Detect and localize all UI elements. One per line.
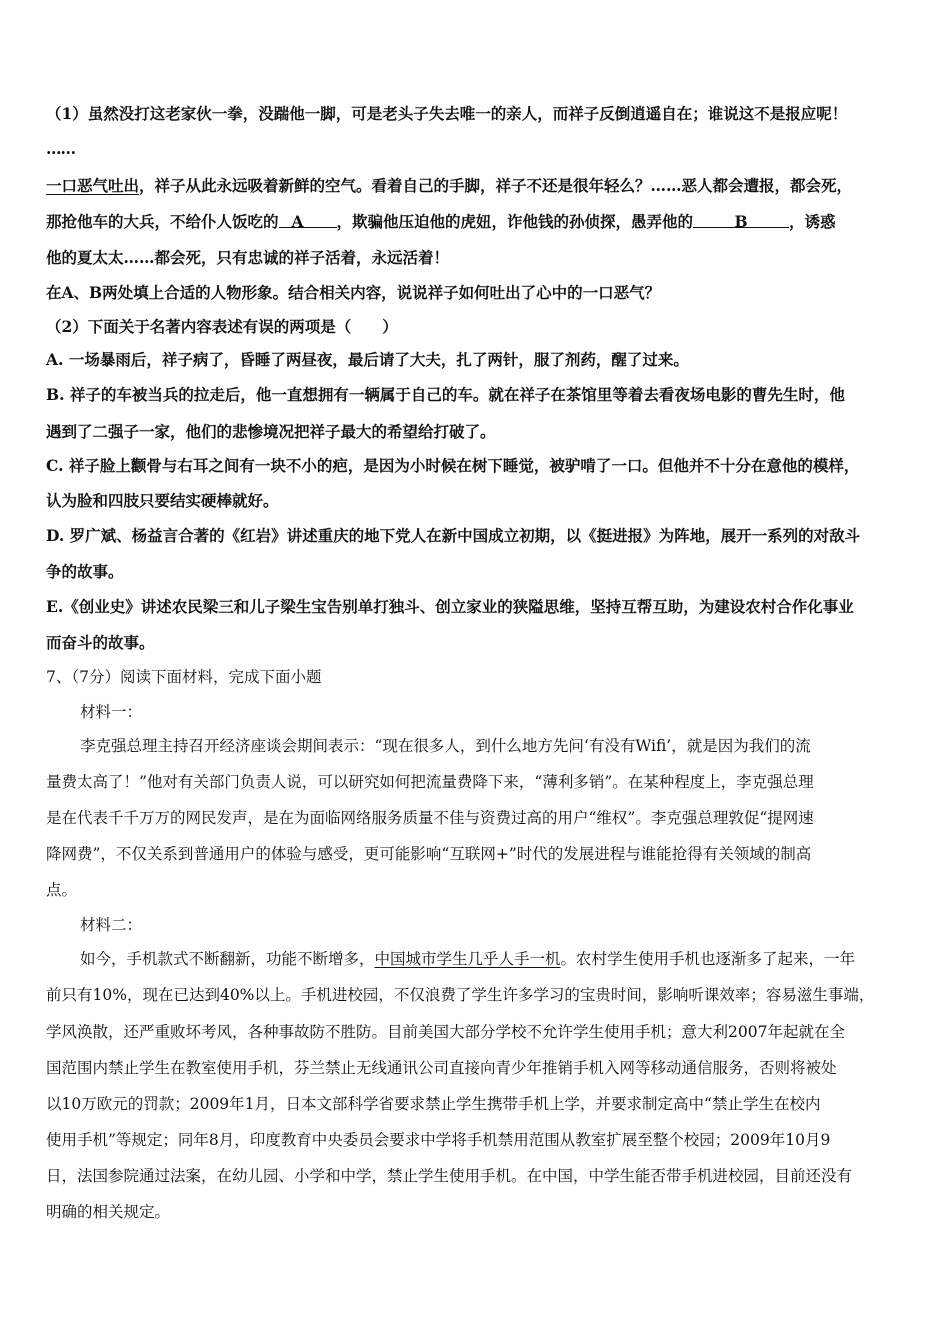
q6-part1-line1: （1）虽然没打这老家伙一拳，没踹他一脚，可是老头子失去唯一的亲人，而祥子反倒逍遥自在；谁说这不是报应呢！: [46, 104, 848, 123]
material-2-line5: 以10万欧元的罚款；2009年1月，日本文部科学省要求禁止学生携带手机上学，并要求制定高中“禁止学生在校内: [46, 1095, 821, 1113]
line4-segment-a: 那抢他车的大兵，不给仆人饭吃的: [46, 212, 279, 231]
blank-a[interactable]: [279, 211, 337, 231]
material-1-line4: 降网费”，不仅关系到普通用户的体验与感受，更可能影响“互联网+”时代的发展进程与谁能抢得有关领域的制高: [46, 845, 812, 863]
material-2-line4: 国范围内禁止学生在教室使用手机，芬兰禁止无线通讯公司直接向青少年推销手机入网等移动通信服务，否则将被处: [46, 1059, 837, 1077]
material-2-line1: [80, 948, 910, 970]
m2-line1-segment-b: 。农村学生使用手机也逐渐多了起来，一年: [560, 950, 856, 968]
q6-part1-task: 在A、B两处填上合适的人物形象。结合相关内容，说说祥子如何吐出了心中的一口恶气？: [46, 283, 661, 302]
option-d-line2: 争的故事。: [46, 562, 124, 581]
material-2-line7: 日，法国参院通过法案，在幼儿园、小学和中学，禁止学生使用手机。在中国，中学生能否带手机进校园，目前还没有: [46, 1167, 853, 1185]
blank-a-label: A: [291, 212, 304, 231]
m2-line1-segment-a: 如今，手机款式不断翻新，功能不断增多，: [80, 950, 375, 968]
material-2-title: 材料二：: [80, 916, 143, 934]
material-1-line5: 点。: [46, 881, 78, 899]
blank-b[interactable]: [693, 211, 789, 231]
material-1-line3: 是在代表千千万万的网民发声，是在为面临网络服务质量不佳与资费过高的用户“维权”。李克强总理敦促“提网速: [46, 809, 814, 827]
option-e-line2: 而奋斗的故事。: [46, 633, 155, 652]
material-2-line3: 学风涣散，还严重败坏考风，各种事故防不胜防。目前美国大部分学校不允许学生使用手机；意大利2007年起就在全: [46, 1023, 845, 1041]
option-b-line1: B. 祥子的车被当兵的拉走后，他一直想拥有一辆属于自己的车。就在祥子在茶馆里等着去看夜场电影的曹先生时，他: [46, 385, 845, 404]
underlined-phrase: 中国城市学生几乎人手一机: [374, 950, 561, 968]
material-1-line1: 李克强总理主持召开经济座谈会期间表示：“现在很多人，到什么地方先问‘有没有Wifi’，就是因为我们的流: [80, 737, 811, 755]
option-c-line2: 认为脸和四肢只要结实硬棒就好。: [46, 491, 279, 510]
option-d-line1: D. 罗广斌、杨益言合著的《红岩》讲述重庆的地下党人在新中国成立初期，以《挺进报》为阵地，展开一系列的对敌斗: [46, 526, 861, 545]
underlined-phrase: 一口恶气吐出: [46, 176, 140, 195]
material-2-line6: 使用手机”等规定；同年8月，印度教育中央委员会要求中学将手机禁用范围从教室扩展至整个校园；2009年10月9: [46, 1131, 831, 1149]
material-2-line8: 明确的相关规定。: [46, 1203, 171, 1221]
option-b-line2: 遇到了二强子一家，他们的悲惨境况把祥子最大的希望给打破了。: [46, 422, 496, 441]
q6-part2-stem: （2）下面关于名著内容表述有误的两项是（ ）: [46, 317, 398, 336]
blank-b-label: B: [734, 212, 748, 231]
option-a: A. 一场暴雨后，祥子病了，昏睡了两昼夜，最后请了大夫，扎了两针，服了剂药，醒了过来。: [46, 350, 689, 369]
material-1-title: 材料一：: [80, 703, 143, 721]
material-2-line2: 前只有10%，现在已达到40%以上。手机进校园，不仅浪费了学生许多学习的宝贵时间，影响听课效率；容易滋生事端，: [46, 986, 875, 1004]
q6-part1-line5: 他的夏太太……都会死，只有忠诚的祥子活着，永远活着！: [46, 248, 450, 267]
material-1-line2: 量费太高了！”他对有关部门负责人说，可以研究如何把流量费降下来，“薄利多销”。在某种程度上，李克强总理: [46, 773, 814, 791]
q6-part1-line4: [46, 211, 910, 233]
q6-part1-ellipsis: ……: [46, 139, 75, 158]
option-e-line1: E.《创业史》讲述农民梁三和儿子梁生宝告别单打独斗、创立家业的狭隘思维，坚持互帮互助，为建设农村合作化事业: [46, 597, 854, 616]
line4-segment-b: ，欺骗他压迫他的虎妞，诈他钱的孙侦探，愚弄他的: [336, 212, 694, 231]
line4-segment-c: ，诱惑: [789, 212, 836, 231]
q6-part1-line3-rest: ，祥子从此永远吸着新鲜的空气。看着自己的手脚，祥子不还是很年轻么？……恶人都会遭报，都会死，: [139, 176, 853, 195]
option-c-line1: C. 祥子脸上颧骨与右耳之间有一块不小的疤，是因为小时候在树下睡觉，被驴啃了一口。但他并不十分在意他的模样，: [46, 456, 860, 475]
q7-stem: 7、（7分）阅读下面材料，完成下面小题: [46, 668, 322, 686]
q6-part1-line3: [46, 175, 910, 197]
